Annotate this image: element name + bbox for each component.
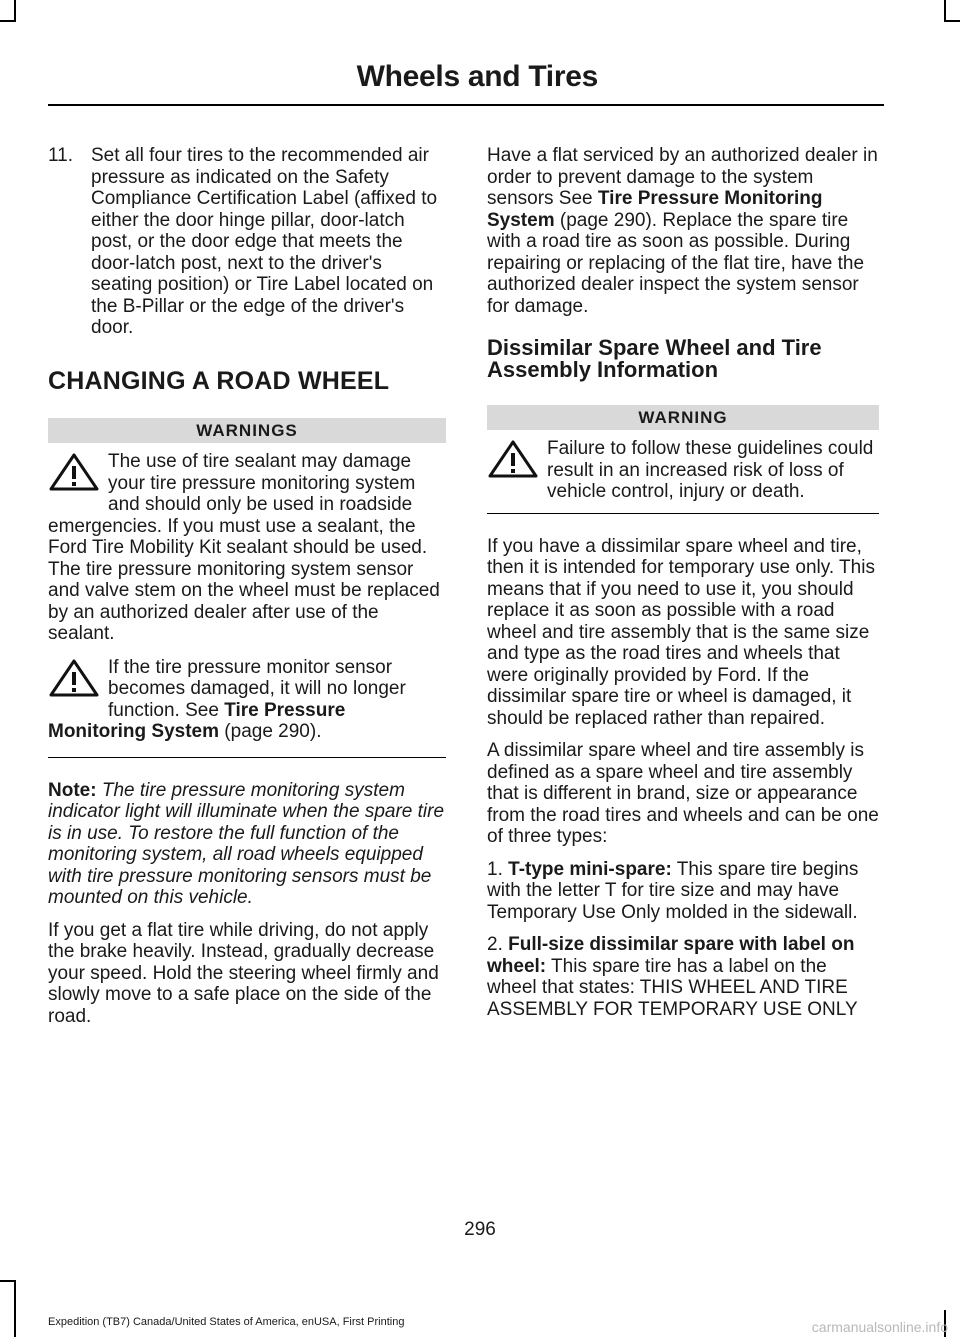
warning-item: [48, 451, 446, 645]
type-label: T-type mini-spare:: [508, 858, 672, 880]
crop-mark: [0, 20, 16, 22]
warning-item: [48, 657, 446, 743]
warning-triangle-icon: [48, 453, 100, 491]
type-text: This spare tire begins with the letter T for tire size and may have Temporary Use Only molded in the sidewall.: [487, 858, 859, 923]
warning-header: WARNING: [487, 405, 879, 430]
warning-text: Failure to follow these guidelines could result in an increased risk of loss of vehicle control, injury or death.: [547, 438, 874, 502]
subsection-heading: Dissimilar Spare Wheel and Tire Assembly Information: [487, 335, 822, 382]
section-heading: CHANGING A ROAD WHEEL: [48, 366, 390, 395]
warning-text: The use of tire sealant may damage your tire pressure monitoring system and should only be used in roadside emergencies. If you must use a sealant, the Ford Tire Mobility Kit sealant should be used. The tire pressure monitoring system sensor and valve stem on the wheel must be replaced by an authorized dealer after use of the sealant.: [48, 451, 440, 644]
warning-item: [487, 438, 879, 503]
note-label: Note:: [48, 779, 97, 801]
left-column: [48, 145, 446, 1038]
crop-mark: [14, 0, 16, 20]
page-reference: (page 290).: [219, 721, 322, 742]
page-title: Wheels and Tires: [356, 60, 598, 93]
type-item: [487, 934, 879, 1020]
warning-end-rule: [48, 757, 446, 758]
warnings-header: WARNINGS: [48, 418, 446, 443]
body-paragraph: If you have a dissimilar spare wheel and tire, then it is intended for temporary use only. This means that if you need to use it, you should replace it as soon as possible with a road wheel and tire assembly that is the same size and type as the road tires and wheels that were originally provided by Ford. If the dissimilar spare tire or wheel is damaged, it should be replaced rather than repaired.: [487, 535, 875, 729]
paragraph-text: Have a flat serviced by an authorized dealer in order to prevent damage to the system sensors See: [487, 145, 878, 209]
header-divider: [48, 104, 884, 106]
cross-reference-link[interactable]: Tire Pressure Monitoring System: [48, 699, 346, 742]
paragraph-text: (page 290). Replace the spare tire with a road tire as soon as possible. During repairing or replacing of the flat tire, have the authorized dealer inspect the system sensor for damage.: [487, 209, 865, 317]
warning-triangle-icon: [487, 440, 539, 478]
warning-text: If the tire pressure monitor sensor becomes damaged, it will no longer function. See: [108, 656, 406, 721]
type-number: 2.: [487, 934, 503, 955]
warning-end-rule: [487, 513, 879, 514]
step-number: 11.: [48, 145, 74, 166]
body-paragraph: [487, 145, 879, 317]
type-text: This spare tire has a label on the wheel that states: THIS WHEEL AND TIRE ASSEMBLY FOR TEMPORARY USE ONLY: [487, 955, 858, 1020]
step-text: Set all four tires to the recommended air pressure as indicated on the Safety Compliance Certification Label (affixed to either the door hinge pillar, door-latch post, or the door edge that meets the door-latch post, next to the driver's seating position) or Tire Label located on the B-Pillar or the edge of the driver's door.: [91, 145, 438, 338]
right-column: [487, 145, 879, 1031]
warning-triangle-icon: [48, 659, 100, 697]
crop-mark: [944, 20, 960, 22]
crop-mark: [944, 0, 946, 20]
step-11: [48, 145, 446, 339]
page-number: 296: [464, 1219, 496, 1240]
watermark: carmanualsonline.info: [811, 1319, 948, 1335]
crop-mark: [0, 1280, 16, 1282]
type-label: Full-size dissimilar spare with label on wheel:: [487, 934, 855, 977]
body-paragraph: A dissimilar spare wheel and tire assembly is defined as a spare wheel and tire assembly that is different in brand, size or appearance from the road tires and wheels and can be one of three types:: [487, 740, 879, 847]
note-text: The tire pressure monitoring system indicator light will illuminate when the spare tire is in use. To restore the full function of the monitoring system, all road wheels equipped with tire pressure monitoring sensors must be mounted on this vehicle.: [48, 779, 445, 908]
note-paragraph: [48, 780, 446, 909]
footer-text: Expedition (TB7) Canada/United States of America, enUSA, First Printing: [48, 1316, 405, 1328]
type-number: 1.: [487, 858, 503, 880]
body-paragraph: If you get a flat tire while driving, do not apply the brake heavily. Instead, gradually decrease your speed. Hold the steering wheel firmly and slowly move to a safe place on the side of the road.: [48, 919, 439, 1027]
type-item: [487, 859, 879, 924]
crop-mark: [14, 1280, 16, 1337]
cross-reference-link[interactable]: Tire Pressure Monitoring System: [487, 188, 823, 231]
